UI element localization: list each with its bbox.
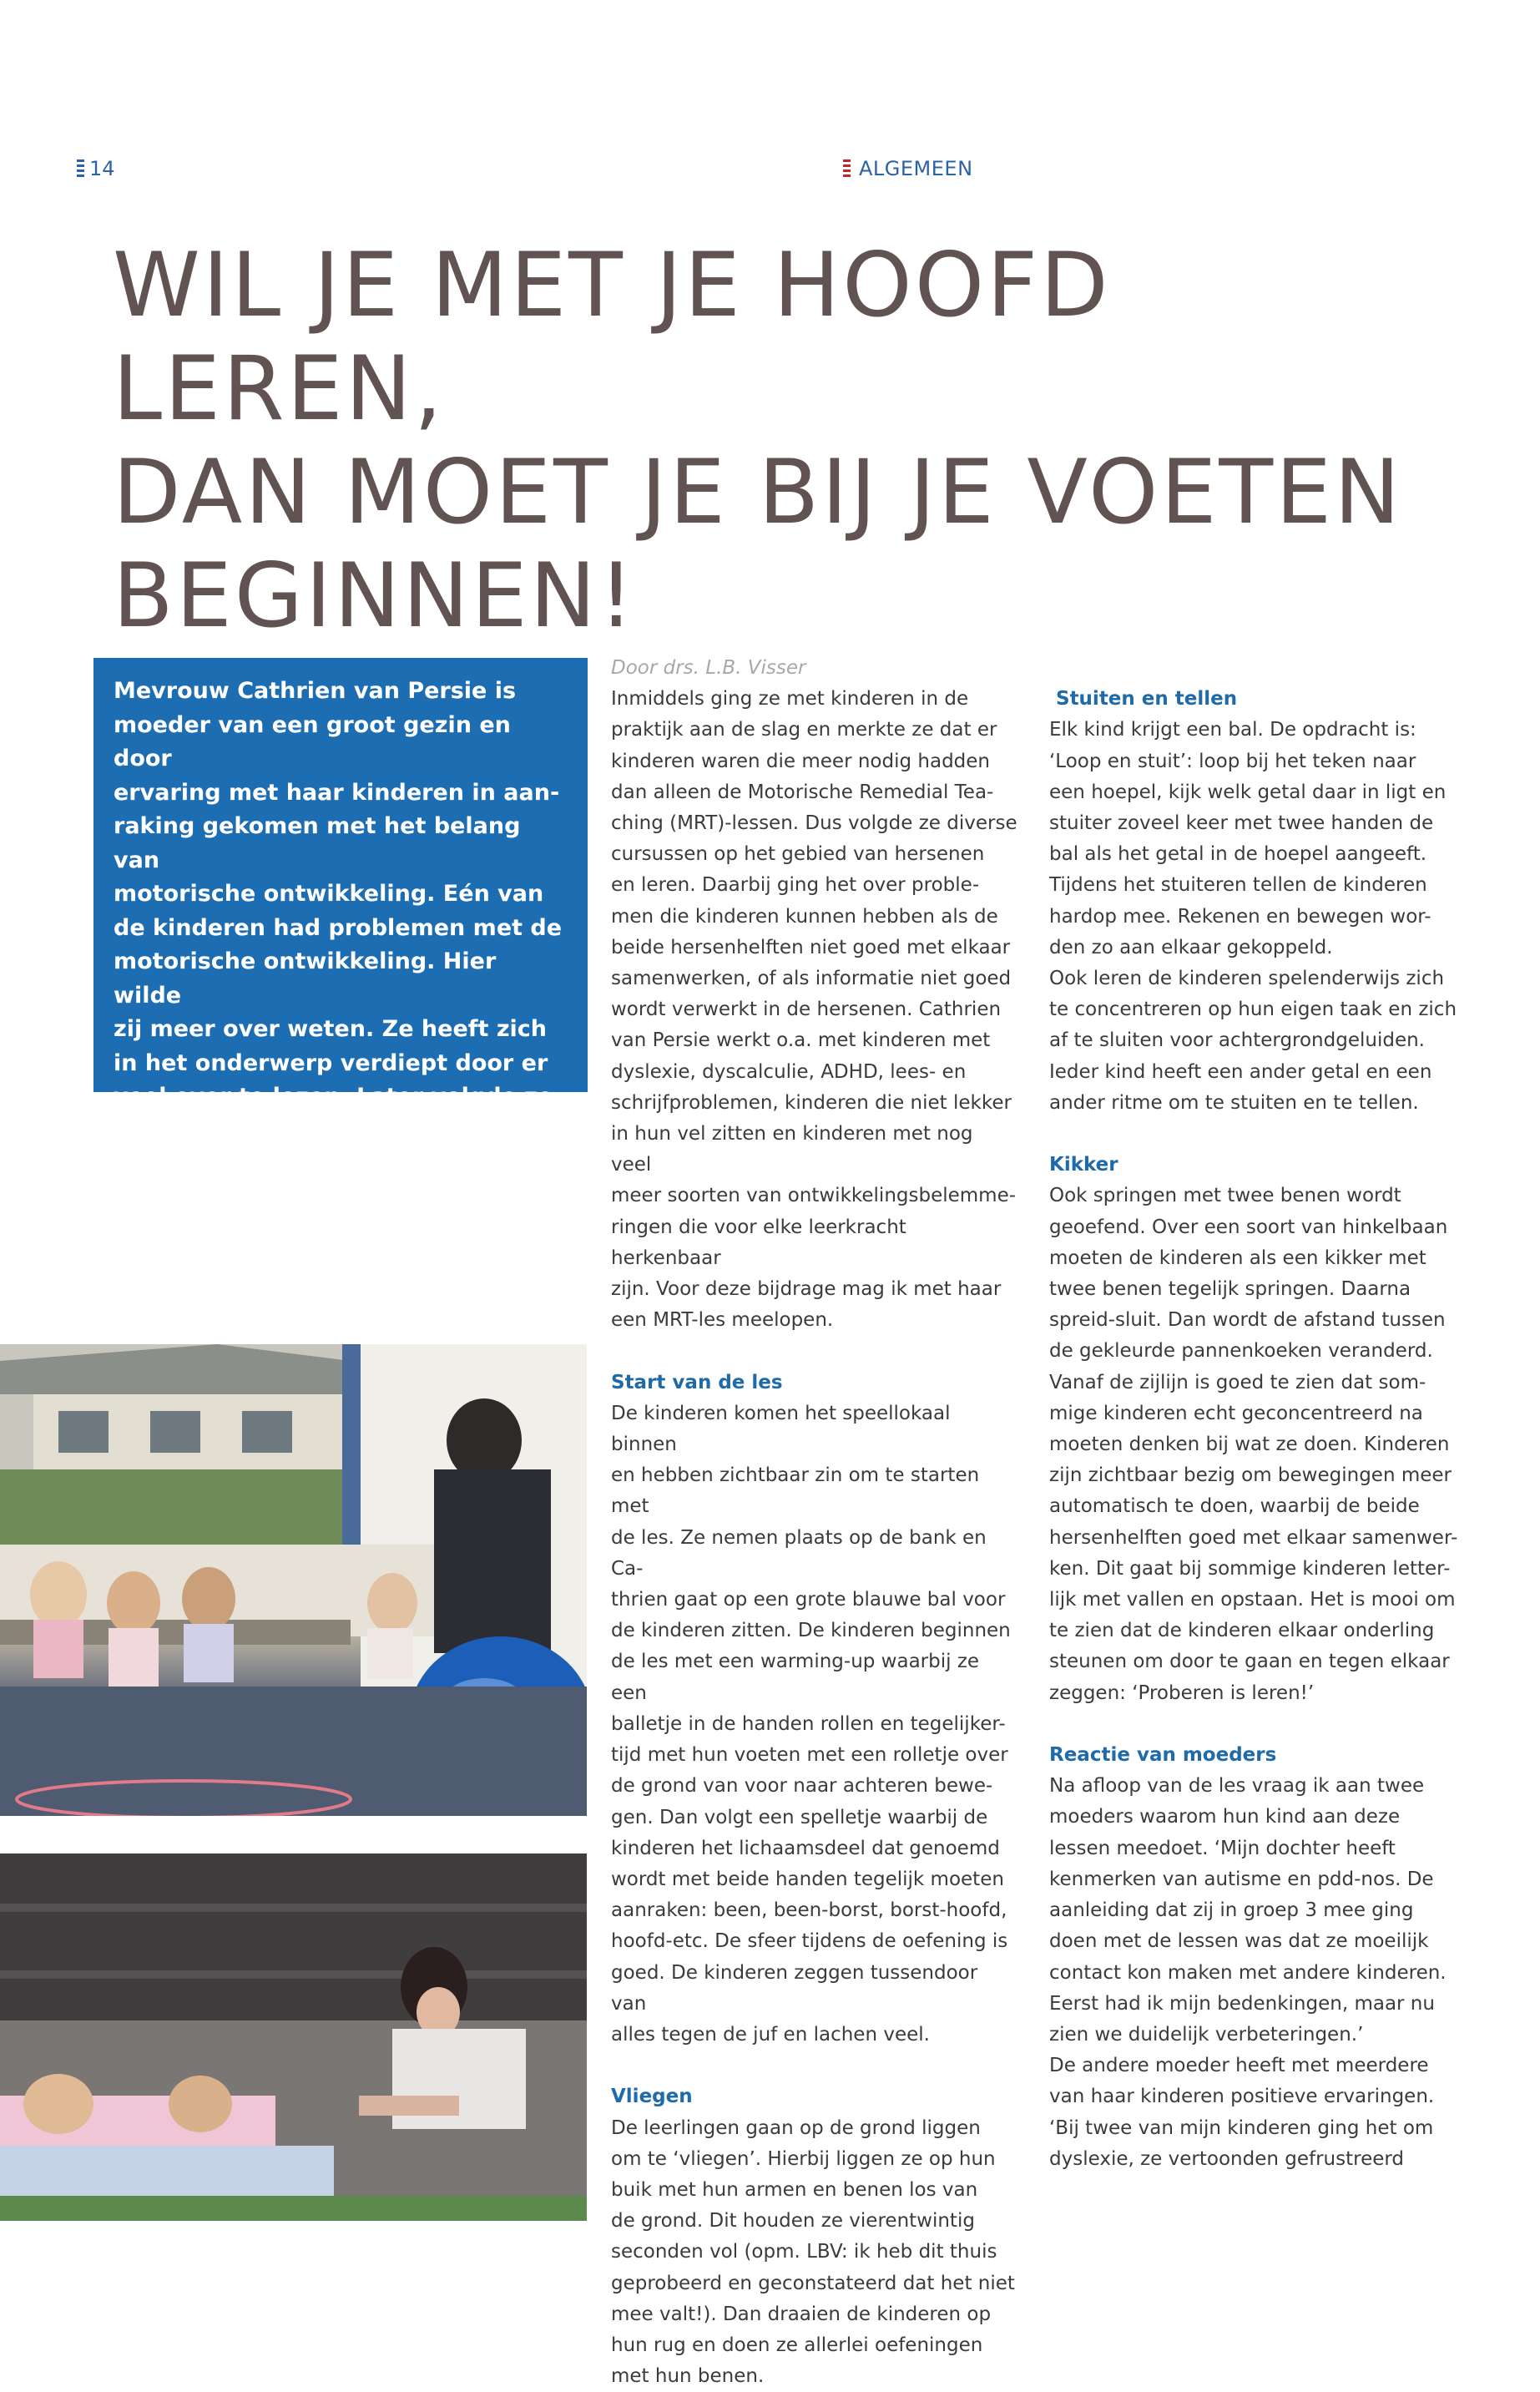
page-marker-icon: [77, 159, 84, 178]
paragraph-vliegen: De leerlingen gaan op de grond liggen om te ‘vliegen’. Hierbij liggen ze op hun buik met hun armen en benen los van de grond. Dit houden ze vierentwintig seconden vol (opm. LBV: ik heb dit thuis geprobeerd en geconstateerd dat het niet mee valt!). Dan draaien de kinderen op hun rug en doen ze allerlei oefeningen met hun benen.: [611, 2116, 1015, 2388]
subheading-vliegen: Vliegen: [611, 2086, 693, 2108]
article-column-1: [611, 653, 1018, 2392]
subheading-reactie: Reactie van moeders: [1049, 1744, 1277, 1767]
article-column-2: [1049, 653, 1458, 2175]
section-label-text: ALGEMEEN: [859, 157, 973, 180]
byline: Door drs. L.B. Visser: [611, 657, 806, 679]
title-line-2: DAN MOET JE BIJ JE VOETEN: [113, 441, 1403, 544]
photo-children-on-bench: [0, 1344, 587, 1816]
photo-children-flying-image: [0, 1853, 587, 2221]
page-number-text: 14: [89, 157, 115, 180]
intro-paragraph: Inmiddels ging ze met kinderen in de praktijk aan de slag en merkte ze dat er kinderen waren die meer nodig hadden dan alleen de Motorische Remedial Tea- ching (MRT)-lessen. Dus volgde ze diverse cursussen op het gebied van hersenen en leren. Daarbij ging het over proble- men die kinderen kunnen hebben als de beide hersenhelften niet goed met elkaar samenwerken, of als informatie niet goed wordt verwerkt in de hersenen. Cathrien van Persie werkt o.a. met kinderen met dyslexie, dyscalculie, ADHD, lees- en schrijfproblemen, kinderen die niet lekker in hun vel zitten en kinderen met nog veel meer soorten van ontwikkelingsbelemme- ringen die voor elke leerkracht herkenbaar zijn. Voor deze bijdrage mag ik met haar een MRT-les meelopen.: [611, 688, 1017, 1332]
title-line-3: BEGINNEN!: [113, 544, 637, 647]
photo-children-flying: [0, 1853, 587, 2221]
photo-children-on-bench-image: [0, 1344, 587, 1816]
page-title: [113, 234, 1465, 648]
section-marker-icon: [843, 159, 851, 178]
subheading-kikker: Kikker: [1049, 1154, 1118, 1176]
paragraph-reactie: Na afloop van de les vraag ik aan twee moeders waarom hun kind aan deze lessen meedoet. ‘Mijn dochter heeft kenmerken van autisme en pdd-nos. De aanleiding dat zij in groep 3 mee ging doen met de lessen was dat ze moeilijk contact kon maken met andere kinderen. Eerst had ik mijn bedenkingen, maar nu zien we duidelijk verbeteringen.’ De andere moeder heeft met meerdere van haar kinderen positieve ervaringen. ‘Bij twee van mijn kinderen ging het om dyslexie, ze vertoonden gefrustreerd: [1049, 1775, 1447, 2170]
subheading-stuiten: Stuiten en tellen: [1056, 688, 1238, 711]
intro-text: Mevrouw Cathrien van Persie is moeder van een groot gezin en door ervaring met haar kinderen in aan- raking gekomen met het belang van motorische ontwikkeling. Eén van de kinderen had problemen met de motorische ontwikkeling. Hier wilde zij meer over weten. Ze heeft zich in het onderwerp verdiept door er veel over te lezen. Later volgde ze de opleiding tot motorisch remedial teacher.: [114, 678, 563, 1211]
section-label: [843, 157, 973, 180]
title-line-1: WIL JE MET JE HOOFD LEREN,: [113, 234, 1111, 440]
paragraph-stuiten: Elk kind krijgt een bal. De opdracht is: ‘Loop en stuit’: loop bij het teken naar een hoepel, kijk welk getal daar in ligt en stuiter zoveel keer met twee handen de bal als het getal in de hoepel aangeeft. Tijdens het stuiteren tellen de kinderen hardop mee. Rekenen en bewegen wor- den zo aan elkaar gekoppeld. Ook leren de kinderen spelenderwijs zich te concentreren op hun eigen taak en zich af te sluiten voor achtergrondgeluiden. Ieder kind heeft een ander getal en een ander ritme om te stuiten en te tellen.: [1049, 719, 1457, 1114]
subheading-start: Start van de les: [611, 1371, 783, 1393]
paragraph-start: De kinderen komen het speellokaal binnen en hebben zichtbaar zin om te starten met de les. Ze nemen plaats op de bank en Ca- thrien gaat op een grote blauwe bal voor de kinderen zitten. De kinderen beginnen de les met een warming-up waarbij ze een balletje in de handen rollen en tegelijker- tijd met hun voeten met een rolletje over de grond van voor naar achteren bewe- gen. Dan volgt een spelletje waarbij de kinderen het lichaamsdeel dat genoemd wordt met beide handen tegelijk moeten aanraken: been, been-borst, borst-hoofd, hoofd-etc. De sfeer tijdens de oefening is goed. De kinderen zeggen tussendoor van alles tegen de juf en lachen veel.: [611, 1402, 1011, 2046]
paragraph-kikker: Ook springen met twee benen wordt geoefend. Over een soort van hinkelbaan moeten de kinderen als een kikker met twee benen tegelijk springen. Daarna spreid-sluit. Dan wordt de afstand tussen de gekleurde pannenkoeken veranderd. Vanaf de zijlijn is goed te zien dat som- mige kinderen echt geconcentreerd na moeten denken bij wat ze doen. Kinderen zijn zichtbaar bezig om bewegingen meer automatisch te doen, waarbij de beide hersenhelften goed met elkaar samenwer- ken. Dit gaat bij sommige kinderen letter- lijk met vallen en opstaan. Het is mooi om te zien dat de kinderen elkaar onderling steunen om door te gaan en tegen elkaar zeggen: ‘Proberen is leren!’: [1049, 1185, 1458, 1704]
intro-box: [93, 658, 588, 1211]
page-number: [77, 157, 115, 180]
